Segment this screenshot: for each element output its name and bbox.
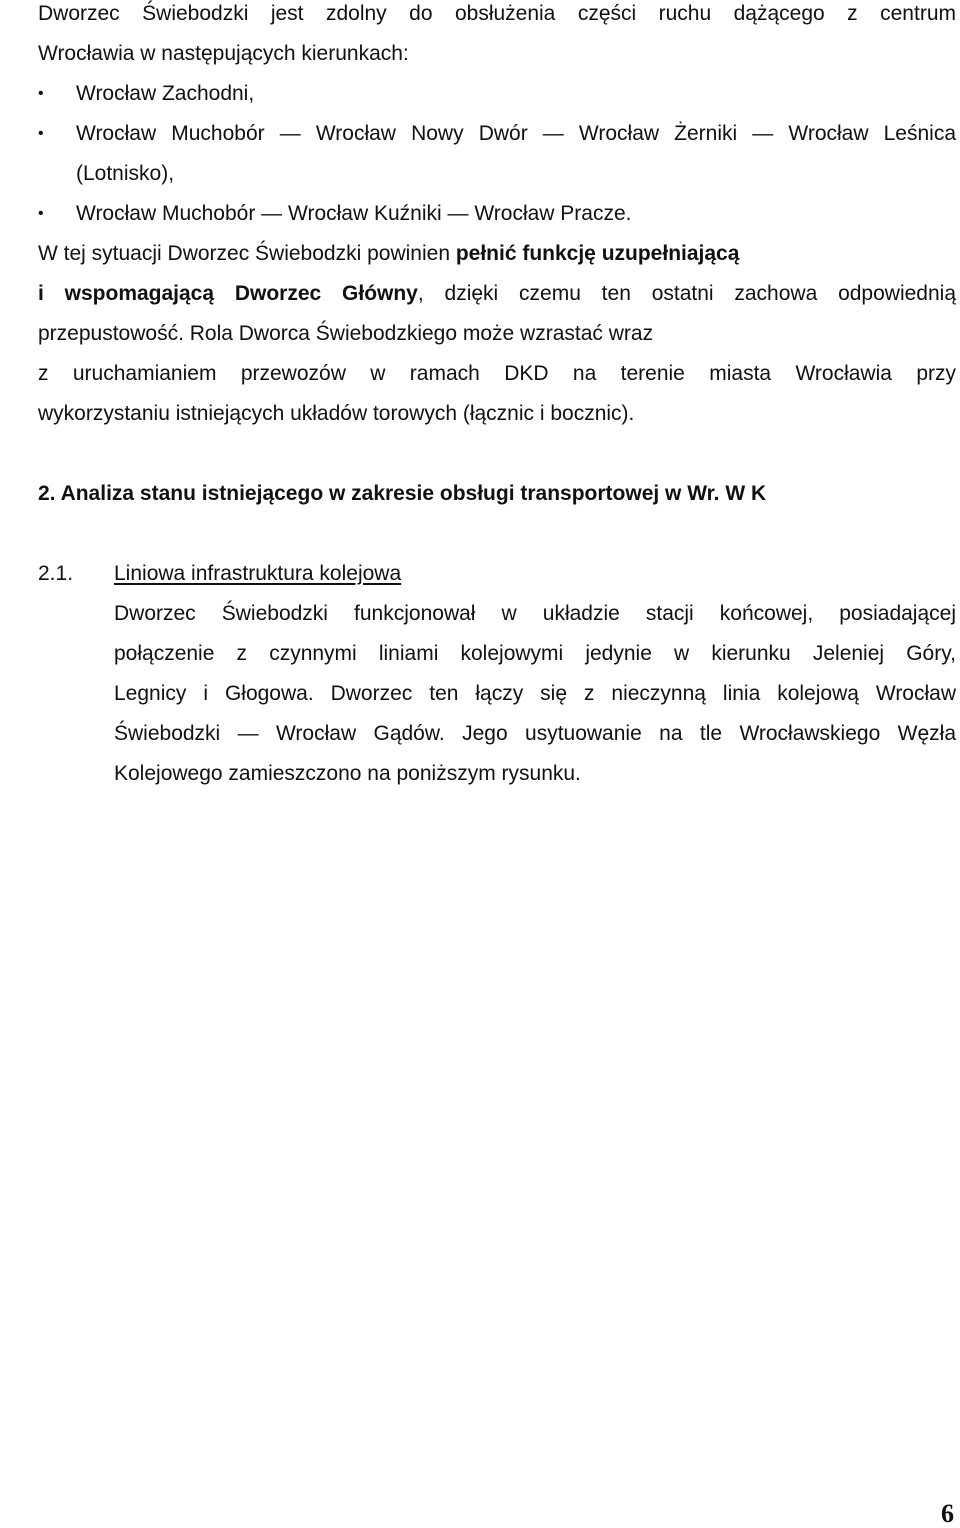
para2-line-4: z uruchamianiem przewozów w ramach DKD na terenie miasta Wrocławia przy <box>38 362 956 385</box>
para2-line-1-bold: pełnić funkcję uzupełniającą <box>455 242 740 265</box>
section-heading: 2. Analiza stanu istniejącego w zakresie obsługi transportowej w Wr. W K <box>38 482 767 505</box>
bullet-marker: • <box>38 205 44 222</box>
subsection-number: 2.1. <box>38 562 74 585</box>
intro-line-2: Wrocławia w następujących kierunkach: <box>38 42 409 65</box>
bullet-item-2-line-2: (Lotnisko), <box>76 162 175 185</box>
para3-line-1: Dworzec Świebodzki funkcjonował w układzie stacji końcowej, posiadającej <box>114 602 956 625</box>
bullet-item-3: Wrocław Muchobór — Wrocław Kuźniki — Wrocław Pracze. <box>76 202 632 225</box>
para2-line-1-text: W tej sytuacji Dworzec Świebodzki powinien <box>38 242 456 265</box>
para3-line-3: Legnicy i Głogowa. Dworzec ten łączy się z nieczynną linia kolejową Wrocław <box>114 682 956 705</box>
para2-line-5: wykorzystaniu istniejących układów torowych (łącznic i bocznic). <box>38 402 635 425</box>
para3-line-4: Świebodzki — Wrocław Gądów. Jego usytuowanie na tle Wrocławskiego Węzła <box>114 722 956 745</box>
subsection-title: Liniowa infrastruktura kolejowa <box>114 562 402 585</box>
bullet-item-2-line-1: Wrocław Muchobór — Wrocław Nowy Dwór — Wrocław Żerniki — Wrocław Leśnica <box>76 122 956 145</box>
page-number: 6 <box>941 1499 954 1528</box>
para2-line-2-text: , dzięki czemu ten ostatni zachowa odpowiednią <box>417 282 956 305</box>
para3-line-5: Kolejowego zamieszczono na poniższym rysunku. <box>114 762 581 785</box>
bullet-item-1: Wrocław Zachodni, <box>76 82 255 105</box>
intro-line-1: Dworzec Świebodzki jest zdolny do obsłużenia części ruchu dążącego z centrum <box>38 2 956 25</box>
para2-line-1 <box>38 241 956 267</box>
para2-line-2-bold: i wspomagającą Dworzec Główny <box>38 282 418 305</box>
bullet-marker: • <box>38 85 44 102</box>
para2-line-2 <box>38 281 956 307</box>
bullet-marker: • <box>38 125 44 142</box>
para3-line-2: połączenie z czynnymi liniami kolejowymi jedynie w kierunku Jeleniej Góry, <box>114 642 956 665</box>
para2-line-3: przepustowość. Rola Dworca Świebodzkiego może wzrastać wraz <box>38 322 654 345</box>
